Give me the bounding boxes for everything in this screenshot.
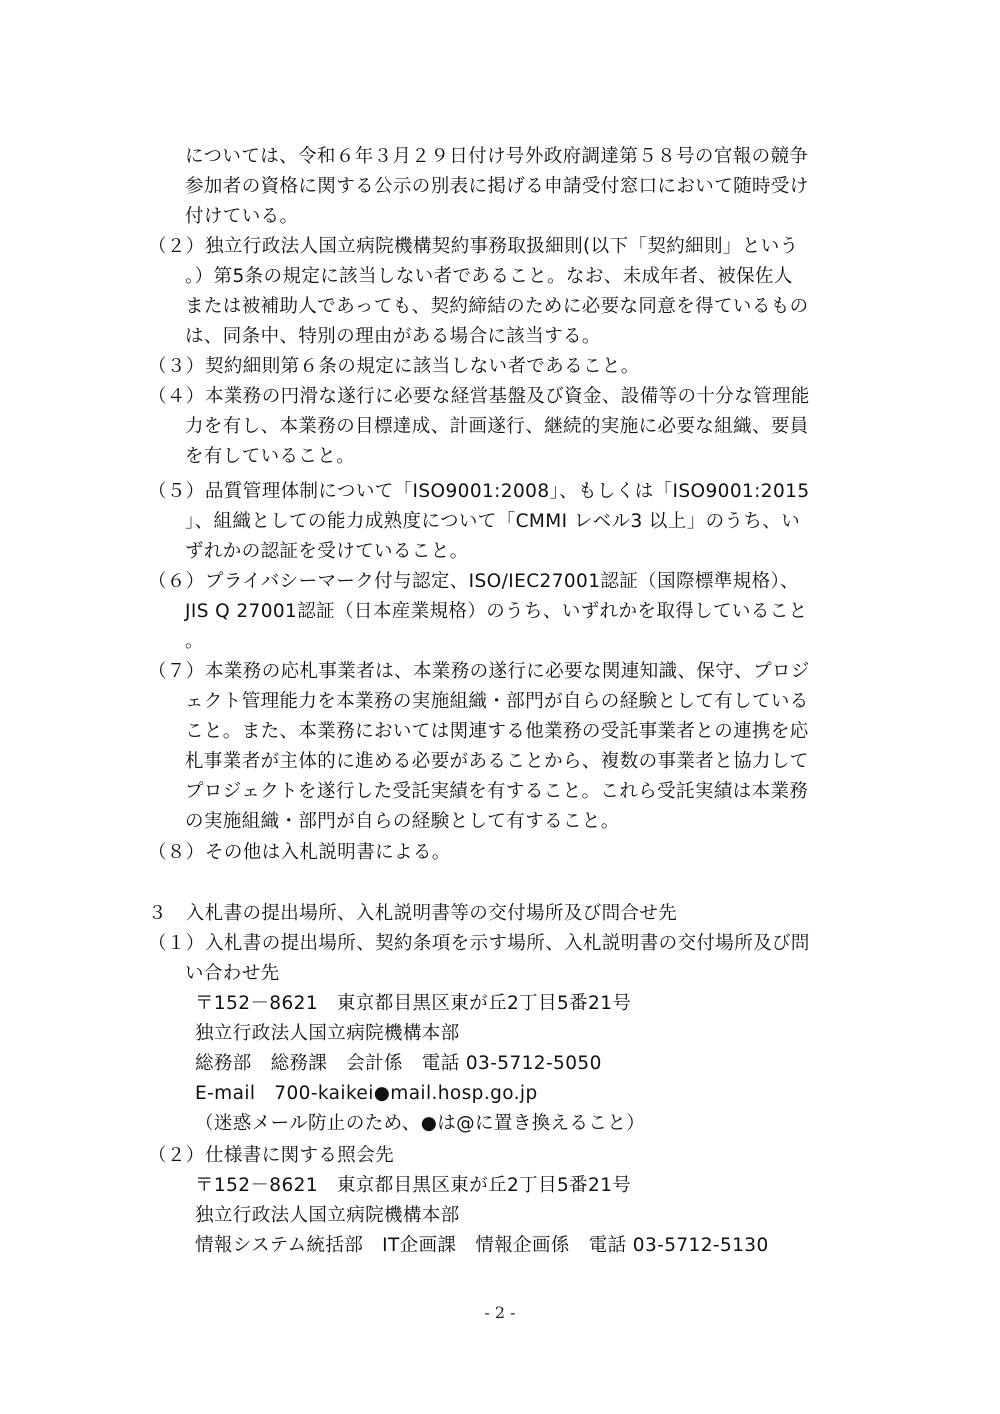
item-number: （６） [148,571,205,592]
item-line: 仕様書に関する照会先 [205,1145,395,1166]
item-line: 。）第5条の規定に該当しない者であること。なお、未成年者、被保佐人 [185,266,793,287]
item-line: の実施組織・部門が自らの経験として有すること。 [185,811,620,832]
item-line: ずれかの認証を受けていること。 [185,541,469,562]
item-number: （５） [148,481,205,502]
item-line: い合わせ先 [185,963,280,984]
item-line: プライバシーマーク付与認定、ISO/IEC27001認証（国際標準規格）、 [205,571,800,592]
item-line: 本業務の応札事業者は、本業務の遂行に必要な関連知識、保守、プロジ [205,661,810,682]
section-heading: ３ 入札書の提出場所、入札説明書等の交付場所及び問合せ先 [148,903,678,924]
address-line: 独立行政法人国立病院機構本部 [195,1205,460,1226]
intro-line: 付けている。 [185,206,299,227]
item-line: 札事業者が主体的に進める必要があることから、複数の事業者と協力して [185,751,809,772]
item-line: 独立行政法人国立病院機構契約事務取扱細則(以下「契約細則」という [205,236,799,257]
item-number: （７） [148,661,205,682]
item-line: 品質管理体制について「ISO9001:2008」、もしくは「ISO9001:2015 [205,481,810,502]
item-line: 。 [185,631,204,652]
item-line: 本業務の円滑な遂行に必要な経営基盤及び資金、設備等の十分な管理能 [205,386,810,407]
item-line: プロジェクトを遂行した受託実績を有すること。これら受託実績は本業務 [185,781,809,802]
contact-phone: 情報システム統括部 IT企画課 情報企画係 電話 03-5712-5130 [195,1235,769,1256]
item-line: その他は入札説明書による。 [205,842,451,863]
item-line: または被補助人であっても、契約締結のために必要な同意を得ているもの [185,296,809,317]
intro-line: については、令和６年３月２９日付け号外政府調達第５８号の官報の競争 [185,146,809,167]
item-number: （２） [148,236,205,257]
address-line: 独立行政法人国立病院機構本部 [195,1023,460,1044]
address-line: 〒152－8621 東京都目黒区東が丘2丁目5番21号 [195,1175,632,1196]
item-line: 」、組織としての能力成熟度について「CMMI レベル3 以上」のうち、い [185,511,801,532]
address-line: 〒152－8621 東京都目黒区東が丘2丁目5番21号 [195,993,632,1014]
item-number: （８） [148,842,205,863]
intro-line: 参加者の資格に関する公示の別表に掲げる申請受付窓口において随時受け [185,176,809,197]
item-number: （３） [148,356,205,377]
item-line: ェクト管理能力を本業務の実施組織・部門が自らの経験として有している [185,691,809,712]
page-number: - 2 - [484,1303,516,1322]
item-line: こと。また、本業務においては関連する他業務の受託事業者との連携を応 [185,721,809,742]
item-line: JIS Q 27001認証（日本産業規格）のうち、いずれかを取得していること [185,601,808,622]
item-number: （１） [148,933,205,954]
item-line: を有していること。 [185,446,356,467]
item-line: 力を有し、本業務の目標達成、計画遂行、継続的実施に必要な組織、要員 [185,416,809,437]
contact-phone: 総務部 総務課 会計係 電話 03-5712-5050 [195,1053,602,1074]
contact-email: E-mail 700-kaikei●mail.hosp.go.jp [195,1083,538,1104]
item-number: （２） [148,1145,205,1166]
item-line: 契約細則第６条の規定に該当しない者であること。 [205,356,640,377]
item-line: は、同条中、特別の理由がある場合に該当する。 [185,326,601,347]
item-number: （４） [148,386,205,407]
email-note: （迷惑メール防止のため、●は@に置き換えること） [195,1113,646,1134]
item-line: 入札書の提出場所、契約条項を示す場所、入札説明書の交付場所及び問 [205,933,810,954]
